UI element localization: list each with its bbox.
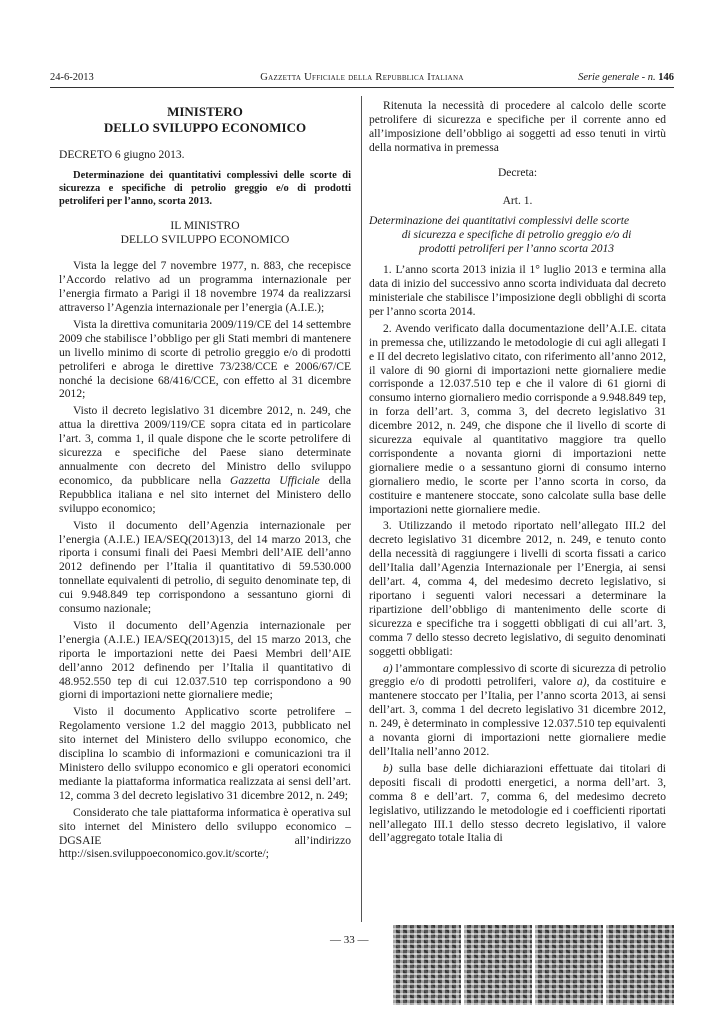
barcode-block — [393, 925, 461, 1005]
page-number: — 33 — — [330, 934, 369, 946]
decree-description: Determinazione dei quantitativi complessivi delle scorte di sicurezza e specifiche di petrolio greggio e/o di prodotti petroliferi per l’anno, scorta 2013. — [59, 169, 351, 207]
header-serie: Serie generale - n. 146 — [578, 72, 674, 83]
paragraph: 1. L’anno scorta 2013 inizia il 1° luglio 2013 e termina alla data di inizio del successivo anno scorta individuata dal decreto ministeriale che stabilisce l’imposizione degli obblighi di scorta per l’anno scorta 2014. — [369, 264, 666, 318]
paragraph: 2. Avendo verificato dalla documentazione dell’A.I.E. citata in premessa che, utilizzando le metodologie di cui agli allegati I e II del decreto legislativo citato, con riferimento all’anno 2012, il valore di 90 giorni di importazioni nette giornaliere medie corrisponde a 12.037.510 tep e che il valore di 61 giorni di consumo interno giornaliero medio corrisponde a 9.948.849 tep, in forza dell’art. 3, comma 3, del decreto legislativo 31 dicembre 2012, n. 249, che dispone che il livello di scorte di sicurezza equivale al quantitativo maggiore tra quello corrispondente a novanta giorni di importazioni nette giornaliere medie o a sessantuno giorni di consumo interno giornaliero medio, le scorte per l’anno scorta in corso, da costituire e mantenere stoccate, sono calcolate sulla base delle importazioni nette giornaliere medie. — [369, 322, 666, 516]
paragraph: Visto il documento dell’Agenzia internazionale per l’energia (A.I.E.) IEA/SEQ(2013)13, del 14 marzo 2013, che riporta i consumi finali dei Paesi Membri dell’AIE dell’anno 2012 definendo per l’Italia il quantitativo di 59.530.000 tonnellate equivalenti di petrolio, di seguito denominate tep, di cui 9.948.849 tep corrispondono a sessantuno giorni di consumo nazionale; — [59, 519, 351, 616]
page-header — [50, 72, 674, 86]
header-gazette-title: Gazzetta Ufficiale della Repubblica Italiana — [260, 72, 464, 83]
barcode-block — [464, 925, 532, 1005]
barcode-image — [393, 925, 674, 1005]
paragraph: Visto il documento dell’Agenzia internazionale per l’energia (A.I.E.) IEA/SEQ(2013)15, del 15 marzo 2013, che riporta le importazioni nette dei Paesi Membri dell’AIE dell’anno 2012 definendo per l’Italia il quantitativo di 48.952.550 tep di cui 12.037.510 tep corrispondono a 90 giorni di importazioni nette giornaliere medie; — [59, 619, 351, 702]
paragraph: b) sulla base delle dichiarazioni effettuate dai titolari di depositi fiscali di prodotti energetici, a norma dell’art. 3, comma 8 e dell’art. 7, comma 6, del medesimo decreto legislativo, utilizzando le metodologie ed i coefficienti riportati nell’allegato III.1 dello stesso decreto legislativo, il valore dell’aggregato totale Italia di — [369, 762, 666, 845]
header-date: 24-6-2013 — [50, 72, 94, 83]
barcode-block — [606, 925, 674, 1005]
ministry-heading: MINISTERO DELLO SVILUPPO ECONOMICO — [103, 104, 307, 135]
article-title: Determinazione dei quantitativi complessivi delle scorte di sicurezza e specifiche di petrolio greggio e/o di prodotti petroliferi per l’anno scorta 2013 — [369, 215, 632, 256]
paragraph: 3. Utilizzando il metodo riportato nell’allegato III.2 del decreto legislativo 31 dicembre 2012, n. 249, e tenuto conto della necessità di raggiungere i livelli di scorta fissati a carico dell’Italia dall’Agenzia Internazionale per l’Energia, ai sensi dell’art. 4, comma 4, del medesimo decreto legislativo, si riportano i seguenti valori necessari a determinare la ripartizione dell’obbligo di mantenimento delle scorte di sicurezza e specifiche tra i soggetti obbligati di cui all’art. 3, comma 7 dello stesso decreto legislativo, di seguito denominati soggetti obbligati: — [369, 520, 666, 658]
gazzetta-italic: Gazzetta Ufficiale — [230, 474, 320, 487]
decree-date: DECRETO 6 giugno 2013. — [59, 149, 185, 161]
paragraph: Vista la legge del 7 novembre 1977, n. 883, che recepisce l’Accordo relativo ad un programma internazionale per l’energia firmato a Parigi il 18 novembre 1974 da realizzarsi attraverso l’Agenzia internazionale per l’energia (A.I.E.); — [59, 260, 351, 315]
paragraph: Vista la direttiva comunitaria 2009/119/CE del 14 settembre 2009 che stabilisce l’obbligo per gli Stati membri di mantenere un livello minimo di scorte di petrolio greggio e/o di prodotti petroliferi e abroga le direttive 73/238/CCE e 2006/67/CE nonché la decisione 68/416/CCE, con effetto al 31 dicembre 2012; — [59, 318, 351, 401]
header-rule — [50, 87, 674, 88]
article-number: Art. 1. — [502, 194, 533, 207]
column-divider — [361, 96, 362, 922]
minister-heading: IL MINISTRO DELLO SVILUPPO ECONOMICO — [120, 220, 290, 247]
paragraph: Ritenuta la necessità di procedere al calcolo delle scorte petrolifere di sicurezza e specifiche per il corrente anno ed all’imposizione dell’obbligo ai soggetti ad esso tenuti in virtù della normativa in premessa — [369, 100, 666, 154]
paragraph: Visto il decreto legislativo 31 dicembre 2012, n. 249, che attua la direttiva 2009/119/CE sopra citata ed in particolare l’art. 3, comma 1, il quale dispone che le scorte petrolifere di sicurezza e specifiche del Paese siano determinate annualmente con decreto del Ministro dello sviluppo economico, da pubblicare nella Gazzetta Ufficiale della Repubblica italiana e nel sito internet del Ministero dello sviluppo economico; — [59, 405, 352, 515]
header-issue-number: 146 — [658, 72, 674, 83]
left-column — [59, 100, 351, 862]
paragraph: a) l’ammontare complessivo di scorte di sicurezza di petrolio greggio e/o di prodotti petroliferi, valore a), da costituire e mantenere stoccato per l’Italia, per l’anno scorta 2013, ai sensi dell’art. 3, comma 1 del decreto legislativo 31 dicembre 2012, n. 249, è determinato in complessive 12.037.510 tep equivalenti a novanta giorni di importazioni nette giornaliere medie dell’Italia nell’anno 2012. — [369, 662, 667, 758]
right-column — [369, 100, 666, 846]
paragraph: Visto il documento Applicativo scorte petrolifere – Regolamento versione 1.2 del maggio 2013, pubblicato nel sito internet del Ministero dello sviluppo economico, che disciplina lo scambio di informazioni e comunicazioni tra il Ministero dello sviluppo economico e gli operatori economici mediante la piattaforma informatica realizzata ai sensi dell’art. 12, comma 3 del decreto legislativo 31 dicembre 2012, n. 249; — [59, 706, 351, 802]
barcode-block — [535, 925, 603, 1005]
paragraph: Considerato che tale piattaforma informatica è operativa sul sito internet del Ministero dello sviluppo economico – DGSAIE all’indirizzo http://sisen.sviluppoeconomico.gov.it/scorte/; — [59, 806, 351, 861]
decreta-heading: Decreta: — [497, 166, 538, 179]
